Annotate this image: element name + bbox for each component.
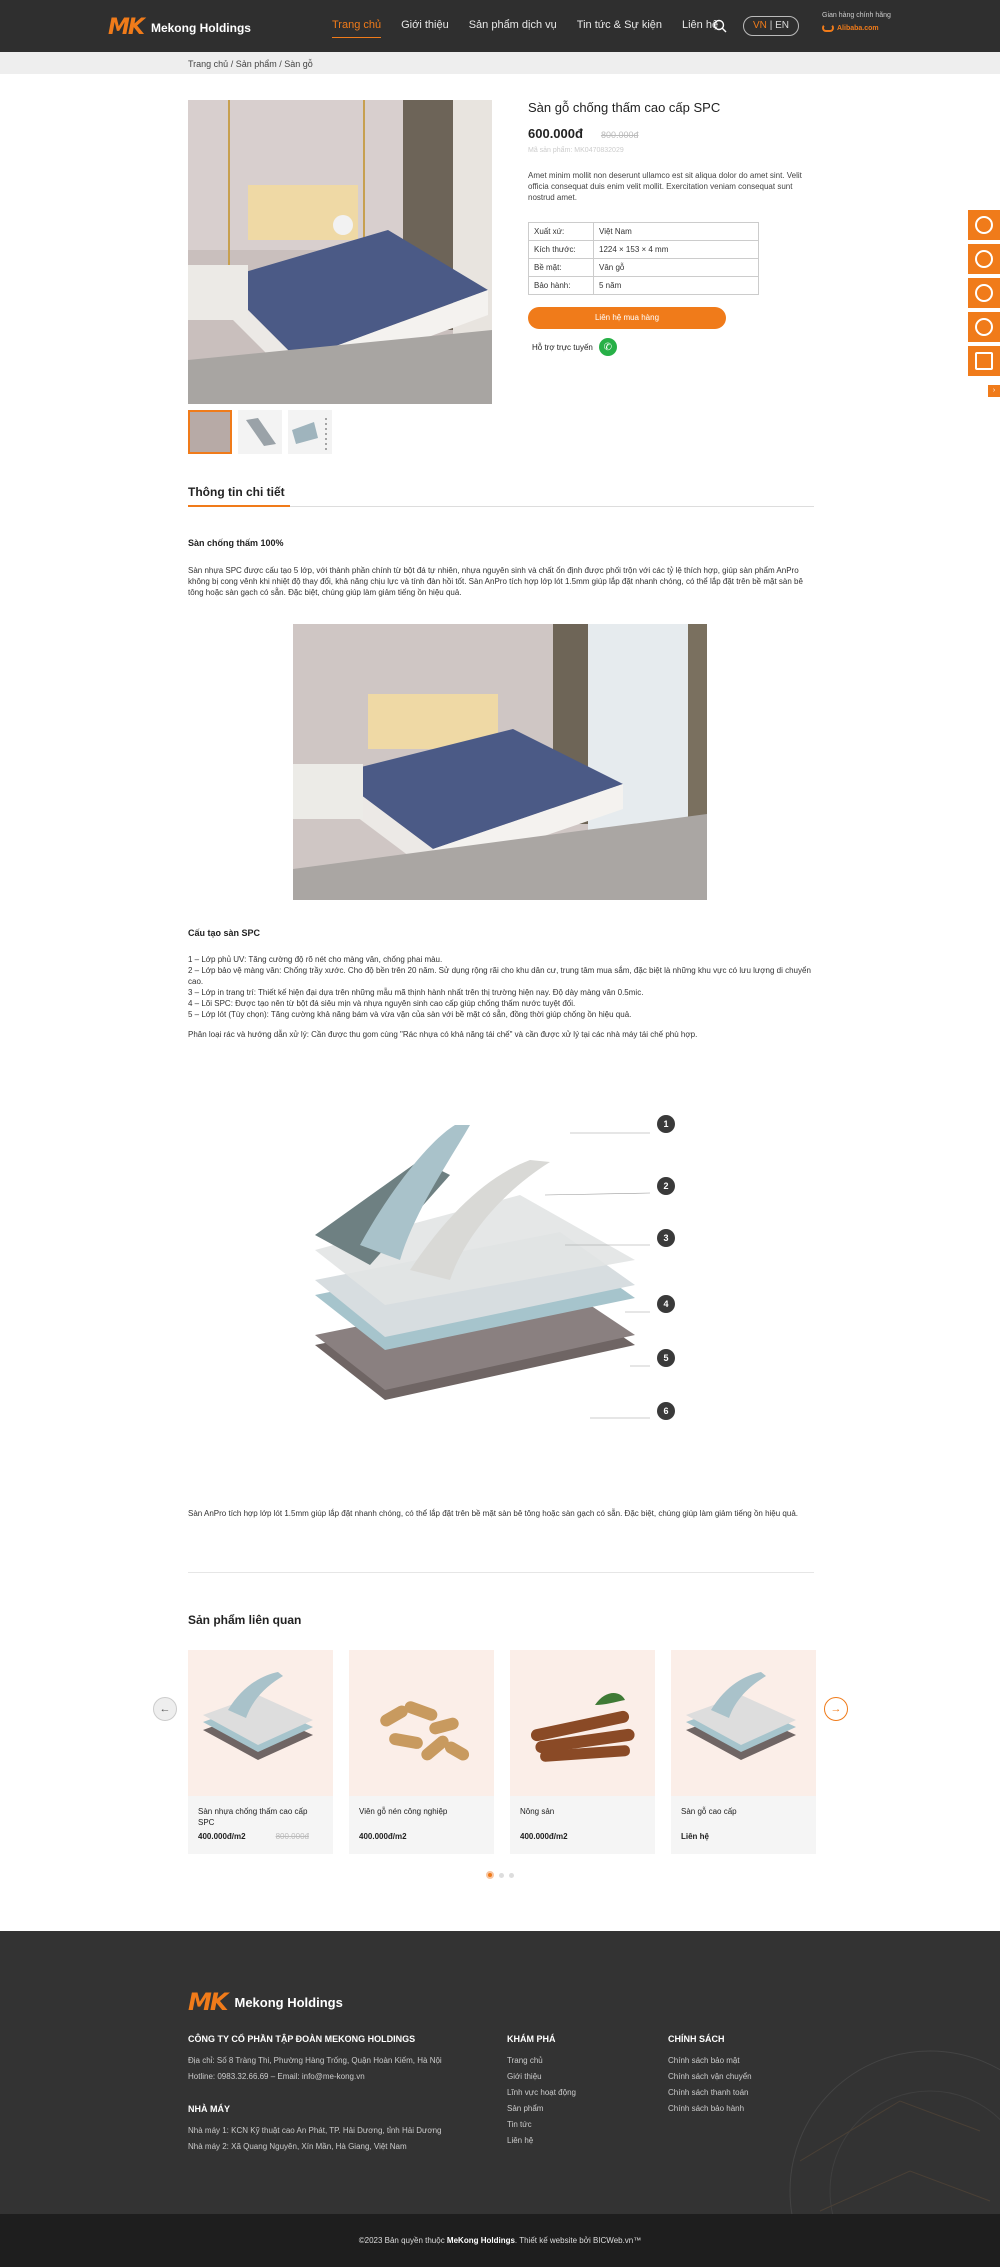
company-info — [188, 2034, 448, 2157]
footer-link[interactable]: Liên hệ — [507, 2136, 534, 2145]
alibaba-badge[interactable] — [822, 12, 891, 32]
alibaba-caption: Gian hàng chính hãng — [822, 12, 891, 19]
layer-diagram — [290, 1100, 710, 1430]
whatsapp-icon[interactable]: ✆ — [599, 338, 617, 356]
layer-list — [188, 954, 814, 1020]
carousel-dot[interactable] — [486, 1871, 494, 1879]
product-card[interactable] — [188, 1650, 333, 1854]
product-name: Nông sản — [520, 1807, 555, 1816]
carousel-next-button[interactable]: → — [824, 1697, 848, 1721]
layer-item: 1 – Lớp phủ UV: Tăng cường độ rõ nét cho màng vân, chống phai màu. — [188, 955, 443, 964]
lang-en[interactable]: EN — [775, 20, 789, 31]
spec-row — [529, 277, 759, 295]
spec-value: Vân gỗ — [594, 259, 759, 277]
email-icon — [975, 284, 993, 302]
footer-link[interactable]: Chính sách bảo hành — [668, 2104, 745, 2113]
related-heading: Sản phẩm liên quan — [188, 1613, 302, 1627]
heading-underline — [188, 505, 290, 507]
spec-row — [529, 241, 759, 259]
carousel-dot[interactable] — [509, 1873, 514, 1878]
logo-mark: MK — [108, 15, 143, 40]
footer-link[interactable]: Trang chủ — [507, 2056, 543, 2065]
product-price: Liên hệ — [681, 1832, 710, 1841]
product-price: 600.000đ — [528, 126, 583, 141]
detail-section-1 — [188, 538, 814, 598]
collapse-toggle[interactable]: › — [988, 385, 1000, 397]
product-sku: Mã sản phẩm: MK0470832029 — [528, 147, 624, 154]
section-heading: Sàn chống thấm 100% — [188, 538, 284, 548]
site-footer — [0, 1931, 1000, 2214]
linkedin-button[interactable] — [968, 346, 1000, 376]
nav-about[interactable]: Giới thiệu — [401, 19, 449, 31]
spec-value: 1224 × 153 × 4 mm — [594, 241, 759, 259]
callout-number: 2 — [657, 1177, 675, 1195]
callout-number: 1 — [657, 1115, 675, 1133]
footer-logo[interactable] — [188, 1988, 343, 2016]
product-card[interactable] — [671, 1650, 816, 1854]
policy-links — [668, 2034, 752, 2119]
footer-link[interactable]: Giới thiệu — [507, 2072, 542, 2081]
footer-link[interactable]: Chính sách thanh toán — [668, 2088, 749, 2097]
carousel-dots — [486, 1871, 514, 1879]
product-image — [671, 1650, 816, 1796]
spec-label: Xuất xứ: — [529, 223, 594, 241]
factory-1: Nhà máy 1: KCN Kỹ thuật cao An Phát, TP. Hải Dương, tỉnh Hải Dương — [188, 2126, 442, 2135]
product-title: Sàn gỗ chống thấm cao cấp SPC — [528, 100, 721, 115]
product-price: 400.000đ/m2 — [198, 1832, 246, 1841]
carousel-dot[interactable] — [499, 1873, 504, 1878]
product-image — [349, 1650, 494, 1796]
footer-link[interactable]: Chính sách vận chuyển — [668, 2072, 752, 2081]
copyright-brand: MeKong Holdings — [446, 2236, 515, 2245]
related-carousel — [188, 1650, 816, 1854]
layer-item: 5 – Lớp lót (Tùy chọn): Tăng cường khả năng bám và vừa vặn của sàn với bề mặt có sẵn, đồng thời giúp chống ồn hiệu quả. — [188, 1010, 632, 1019]
nav-contact[interactable]: Liên hệ — [682, 19, 719, 31]
thumbnail-2[interactable] — [238, 410, 282, 454]
phone-icon — [975, 250, 993, 268]
paragraph: Phân loại rác và hướng dẫn xử lý: Cần được thu gom cùng "Rác nhựa có khả năng tái chế" và cần được xử lý tại các nhà máy tái chế phù hợp. — [188, 1030, 698, 1039]
callout-number: 6 — [657, 1402, 675, 1420]
site-header — [0, 0, 1000, 52]
spec-label: Kích thước: — [529, 241, 594, 259]
spec-value: 5 năm — [594, 277, 759, 295]
detail-image — [293, 624, 707, 900]
contact-buy-button[interactable]: Liên hệ mua hàng — [528, 307, 726, 329]
logo[interactable] — [108, 15, 251, 40]
company-name: CÔNG TY CỔ PHẦN TẬP ĐOÀN MEKONG HOLDINGS — [188, 2034, 416, 2044]
chat-button[interactable] — [968, 210, 1000, 240]
company-address: Địa chỉ: Số 8 Tràng Thi, Phường Hàng Trống, Quận Hoàn Kiếm, Hà Nội — [188, 2056, 442, 2065]
divider — [188, 1572, 814, 1573]
breadcrumb: Trang chủ / Sản phẩm / Sàn gỗ — [0, 52, 1000, 74]
main-nav — [332, 19, 718, 38]
language-switch[interactable] — [743, 16, 799, 36]
email-button[interactable] — [968, 278, 1000, 308]
layer-item: 3 – Lớp in trang trí: Thiết kế hiện đại dựa trên những mẫu mã thịnh hành nhất trên thị trường hiện nay. Độ dày màng vân 0.5mic. — [188, 988, 644, 997]
logo-mark: MK — [188, 1988, 227, 2016]
brand-name: Mekong Holdings — [234, 1994, 343, 2010]
footer-link[interactable]: Sản phẩm — [507, 2104, 544, 2113]
messenger-button[interactable] — [968, 312, 1000, 342]
product-card[interactable] — [349, 1650, 494, 1854]
spec-label: Bề mặt: — [529, 259, 594, 277]
detail-heading: Thông tin chi tiết — [188, 485, 285, 499]
paragraph: Sàn nhựa SPC được cấu tạo 5 lớp, với thành phần chính từ bột đá tự nhiên, nhựa nguyên sinh và chất ổn định được phối trộn với các tỷ lệ thích hợp, giúp sàn phẩm AnPro không bị cong vênh khi nhiệt độ thay đổi, khả năng chịu lực và tính đàn hồi tốt. Sàn AnPro tích hợp lớp lót 1.5mm giúp lắp đặt nhanh chóng, có thể lắp đặt trên bề mặt sàn bê tông hoặc sàn gạch có sẵn. Đặc biệt, chúng giúp làm giảm tiếng ồn hiệu quả. — [188, 566, 803, 597]
decorative-globe — [780, 2041, 1000, 2214]
callout-number: 3 — [657, 1229, 675, 1247]
nav-home[interactable]: Trang chủ — [332, 19, 381, 38]
product-image — [188, 1650, 333, 1796]
product-price: 400.000đ/m2 — [359, 1832, 407, 1841]
search-icon[interactable] — [713, 19, 727, 33]
spec-value: Việt Nam — [594, 223, 759, 241]
nav-products[interactable]: Sản phẩm dịch vụ — [468, 19, 557, 31]
footer-link[interactable]: Tin tức — [507, 2120, 532, 2129]
layer-item: 2 – Lớp bảo vệ màng vân: Chống trầy xước. Cho độ bền trên 20 năm. Sử dụng rộng rãi cho khu dân cư, trung tâm mua sắm, đặc biệt là những khu vực có lưu lượng di chuyển cao. — [188, 966, 811, 986]
product-info — [528, 100, 818, 356]
spec-table — [528, 222, 759, 295]
factory-2: Nhà máy 2: Xã Quang Nguyên, Xín Mần, Hà Giang, Việt Nam — [188, 2142, 407, 2151]
thumbnail-1[interactable] — [188, 410, 232, 454]
spec-label: Bảo hành: — [529, 277, 594, 295]
policy-heading: CHÍNH SÁCH — [668, 2034, 725, 2044]
spec-row — [529, 259, 759, 277]
callout-number: 4 — [657, 1295, 675, 1313]
thumbnail-strip — [188, 410, 332, 454]
factory-heading: NHÀ MÁY — [188, 2104, 230, 2114]
nav-news[interactable]: Tin tức & Sự kiện — [576, 19, 662, 31]
product-name: Viên gỗ nén công nghiệp — [359, 1807, 448, 1816]
product-old-price: 800.000đ — [600, 130, 639, 140]
company-contact: Hotline: 0983.32.66.69 – Email: info@me-kong.vn — [188, 2072, 365, 2081]
detail-section-2 — [188, 928, 814, 1040]
product-description: Amet minim mollit non deserunt ullamco est sit aliqua dolor do amet sint. Velit officia consequat duis enim velit mollit. Exercitation veniam consequat sunt nostrud amet. — [528, 171, 802, 202]
lang-separator: | — [769, 20, 773, 31]
footer-link[interactable]: Lĩnh vực hoạt động — [507, 2088, 576, 2097]
callout-number: 5 — [657, 1349, 675, 1367]
carousel-prev-button[interactable]: ← — [153, 1697, 177, 1721]
floating-contact-bar — [968, 210, 1000, 376]
online-support[interactable] — [528, 338, 818, 356]
alibaba-icon — [822, 24, 834, 32]
brand-name: Mekong Holdings — [150, 20, 251, 35]
lang-vn[interactable]: VN — [753, 20, 767, 31]
product-image — [510, 1650, 655, 1796]
explore-links — [507, 2034, 576, 2151]
product-name: Sàn nhựa chống thấm cao cấp SPC — [198, 1807, 308, 1827]
thumbnail-3[interactable] — [288, 410, 332, 454]
paragraph: Sàn AnPro tích hợp lớp lót 1.5mm giúp lắp đặt nhanh chóng, có thể lắp đặt trên bề mặt sàn bê tông hoặc sàn gạch có sẵn. Đặc biệt, chúng giúp làm giảm tiếng ồn hiệu quả. — [188, 1509, 798, 1518]
product-card[interactable] — [510, 1650, 655, 1854]
chat-icon — [975, 216, 993, 234]
copyright-bar — [0, 2214, 1000, 2267]
explore-heading: KHÁM PHÁ — [507, 2034, 556, 2044]
product-old-price: 800.000đ — [275, 1832, 309, 1841]
phone-button[interactable] — [968, 244, 1000, 274]
support-label: Hỗ trợ trực tuyến — [532, 342, 593, 352]
alibaba-brand: Alibaba.com — [837, 24, 879, 32]
product-name: Sàn gỗ cao cấp — [681, 1807, 737, 1816]
section-heading: Cấu tạo sàn SPC — [188, 928, 261, 938]
product-main-image[interactable] — [188, 100, 492, 404]
linkedin-icon — [975, 352, 993, 370]
product-price: 400.000đ/m2 — [520, 1832, 568, 1841]
spec-row — [529, 223, 759, 241]
messenger-icon — [975, 318, 993, 336]
copyright-text: ©2023 Bản quyền thuộc — [358, 2236, 447, 2245]
footer-link[interactable]: Chính sách bảo mật — [668, 2056, 740, 2065]
copyright-credit: . Thiết kế website bởi BICWeb.vn™ — [514, 2236, 642, 2245]
layer-item: 4 – Lõi SPC: Được tạo nên từ bột đá siêu mịn và nhựa nguyên sinh cao cấp giúp chống thấm nước tuyệt đối. — [188, 999, 576, 1008]
